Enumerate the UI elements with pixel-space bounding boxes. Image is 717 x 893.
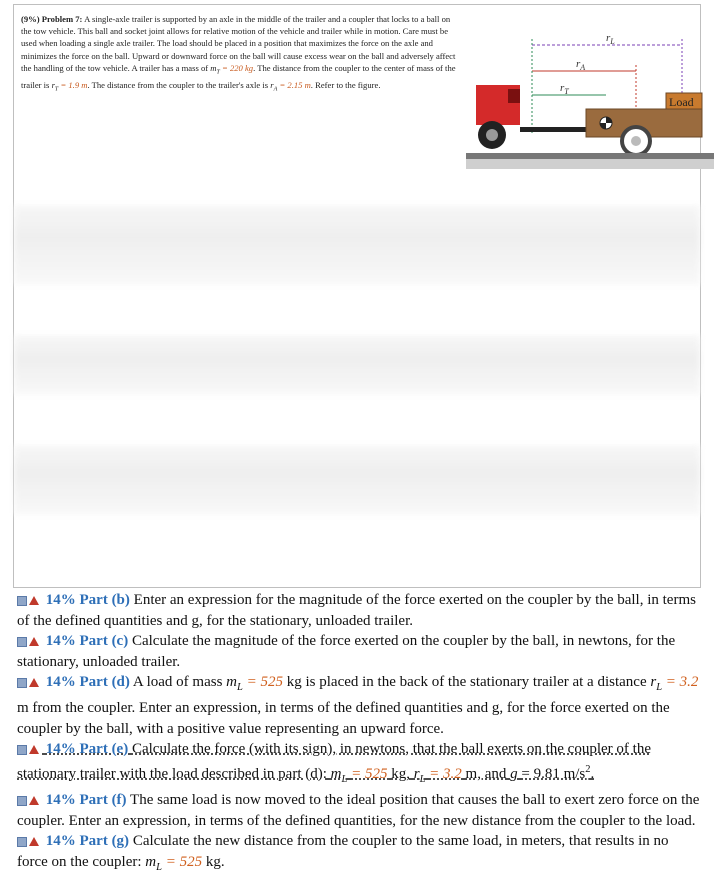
redacted-region-1	[14, 205, 700, 285]
hint-icon	[17, 745, 27, 755]
tow-vehicle-window	[508, 89, 520, 103]
part-d-text-b: kg is placed in the back of the stationary trailer at a distance	[286, 674, 647, 690]
problem-mid-text: . The distance from the coupler to the center of mass of the trailer is	[21, 62, 456, 90]
kg-unit: kg,	[391, 765, 410, 782]
part-g-head[interactable]: 14% Part (g)	[45, 832, 130, 849]
part-d-head[interactable]: 14% Part (d)	[45, 674, 130, 690]
g-value: = 9.81 $m/s^2$.	[521, 763, 595, 782]
part-f-text: The same load is now moved to the ideal position that causes the ball to exert zero force on the coupler. Enter an expression, in terms of the defined quantities, for the new distance from the coupler to the load.	[17, 791, 700, 829]
part-d[interactable]	[17, 672, 701, 739]
problem-mid-text-2: . The distance from the coupler to the trailer's axle is	[87, 79, 269, 90]
part-status-icons	[17, 739, 39, 759]
hint-icon	[17, 678, 27, 688]
redacted-region-2	[14, 335, 700, 395]
part-d-text-a: A load of mass	[132, 674, 223, 690]
mt-value: = 220 kg	[222, 62, 254, 73]
mt-symbol: $m_T$	[210, 62, 220, 76]
label-rt: $r_T$	[560, 82, 569, 96]
hint-icon	[17, 637, 27, 647]
hitch-bar	[520, 127, 588, 132]
load-label: Load	[669, 95, 694, 109]
redacted-region-3	[14, 445, 700, 515]
ml-value: = 525	[246, 674, 283, 690]
label-rl: $r_L$	[606, 32, 615, 46]
rl-value: = 3.2	[429, 765, 462, 782]
ml-value: = 525	[351, 765, 388, 782]
g-symbol: g	[510, 765, 518, 782]
problem-statement	[21, 13, 461, 96]
part-e-text: Calculate the force (with its sign), in newtons, that the ball exerts on the coupler of the stationary trailer with the load described in part (d):	[17, 740, 651, 782]
rl-symbol: $r_L$	[413, 765, 426, 785]
part-b[interactable]	[17, 590, 701, 631]
part-e-head[interactable]: 14% Part (e)	[45, 740, 129, 757]
ra-symbol: $r_A$	[270, 79, 278, 93]
part-f[interactable]	[17, 790, 701, 831]
part-b-head[interactable]: 14% Part (b)	[45, 592, 130, 608]
part-status-icons	[17, 790, 39, 810]
part-g-text: Calculate the new distance from the coupler to the same load, in meters, that results in no force on the coupler:	[17, 832, 669, 870]
kg-unit: kg.	[205, 853, 225, 870]
m-and: m, and	[465, 765, 507, 782]
part-c-head[interactable]: 14% Part (c)	[45, 633, 129, 649]
ml-symbol: $m_L$	[330, 765, 348, 785]
ml-symbol: $m_L$	[145, 853, 162, 873]
warning-icon	[29, 796, 39, 805]
parts-list	[17, 590, 701, 878]
label-ra: $r_A$	[576, 58, 586, 72]
hint-icon	[17, 837, 27, 847]
problem-header: (9%) Problem 7:	[21, 14, 83, 24]
warning-icon	[29, 837, 39, 846]
ra-value: = 2.15 m	[279, 79, 311, 90]
part-c[interactable]	[17, 631, 701, 672]
part-status-icons	[17, 831, 39, 851]
part-b-text: Enter an expression for the magnitude of the force exerted on the coupler by the ball, in terms of the defined quantities and g, for the stationary, unloaded trailer.	[17, 592, 696, 629]
problem-panel	[13, 4, 701, 588]
warning-icon	[29, 637, 39, 646]
ml-value: = 525	[165, 853, 203, 870]
part-status-icons	[17, 590, 39, 610]
part-c-text: Calculate the magnitude of the force exerted on the coupler by the ball, in newtons, for the stationary, unloaded trailer.	[17, 633, 676, 670]
part-g[interactable]	[17, 831, 701, 878]
part-e[interactable]	[17, 739, 701, 790]
part-d-text-c: m from the coupler. Enter an expression, in terms of the defined quantities and g, for the force exerted on the coupler by the ball, with a positive value representing an upward force.	[17, 700, 670, 737]
problem-end-text: . Refer to the figure.	[310, 79, 381, 90]
hint-icon	[17, 796, 27, 806]
ground	[466, 153, 714, 159]
problem-intro: A single-axle trailer is supported by an axle in the middle of the trailer and a coupler that locks to a ball on the tow vehicle. This ball and socket joint allows for relative motion of the vehicle and trailer while in motion. Care must be used when loading a single axle trailer. The load should be placed in a position that maximizes the force on the axle and minimizes the force on the ball. Upward or downward force on the ball will cause excess wear on the ball and adversely affect the handling of the tow vehicle. A trailer has a mass of	[21, 14, 456, 73]
part-status-icons	[17, 672, 39, 692]
part-f-head[interactable]: 14% Part (f)	[45, 791, 127, 808]
rl-symbol: $r_L$	[650, 674, 663, 693]
warning-icon	[29, 678, 39, 687]
rt-symbol: $r_T$	[51, 79, 59, 93]
rl-value: = 3.2	[665, 674, 699, 690]
ml-symbol: $m_L$	[226, 674, 243, 693]
part-status-icons	[17, 631, 39, 651]
hint-icon	[17, 596, 27, 606]
warning-icon	[29, 745, 39, 754]
rt-value: = 1.9 m	[60, 79, 88, 90]
warning-icon	[29, 596, 39, 605]
trailer-figure	[456, 25, 714, 173]
